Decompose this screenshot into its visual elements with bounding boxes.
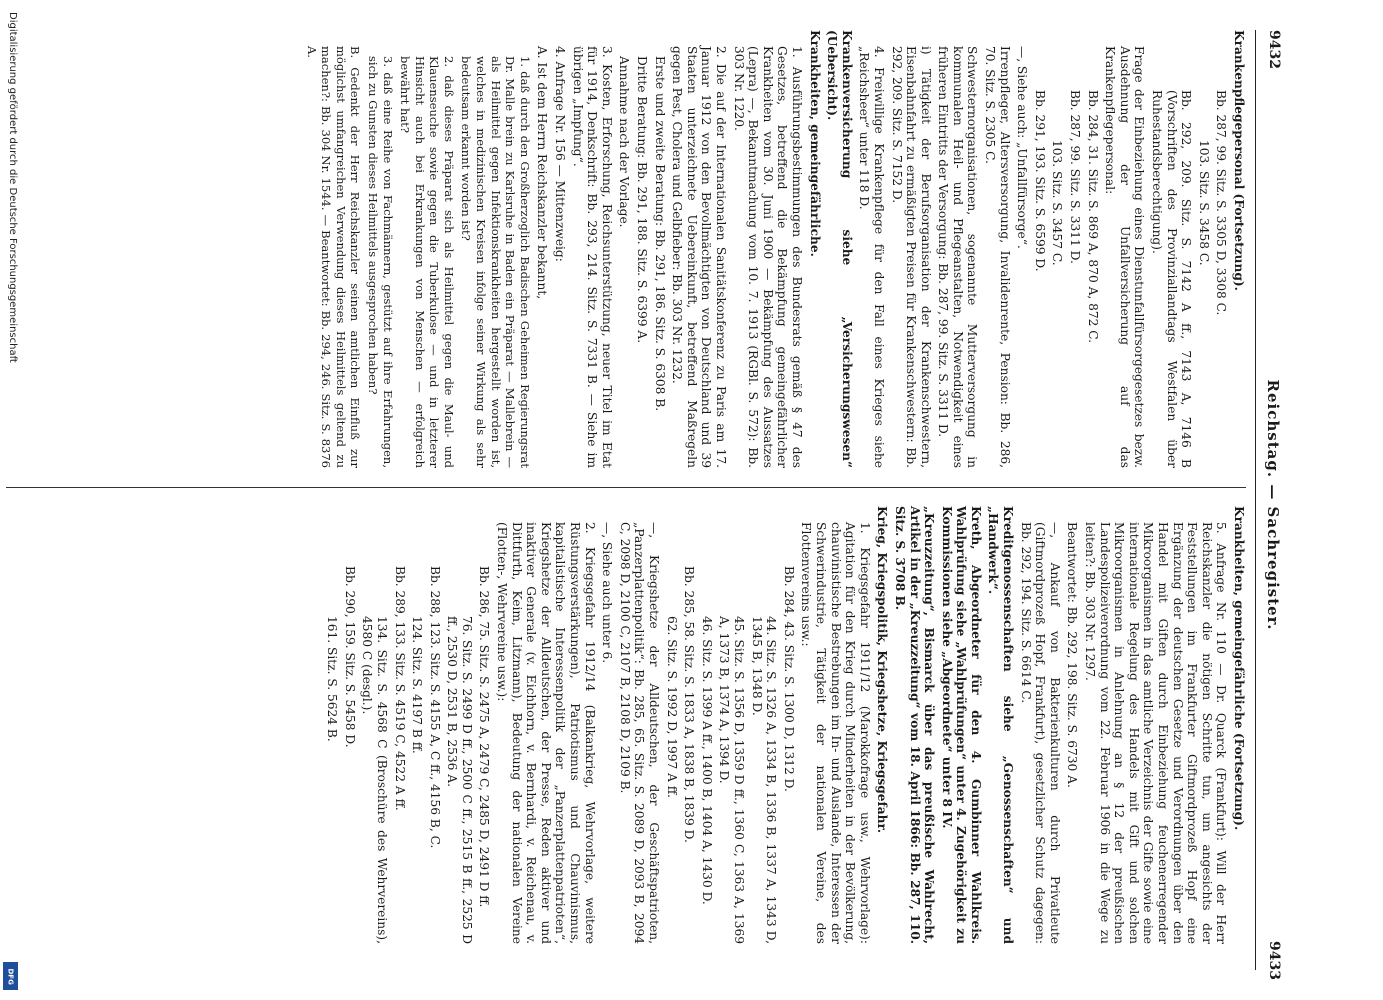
entry: —, Siehe auch: „Unfallfürsorge“. (1015, 46, 1030, 249)
entry-heading: Krankheiten, gemeingefährliche. (807, 30, 822, 257)
entry: 103. Sitz. S. 3457 C. (1050, 140, 1065, 266)
entry: Beantwortet: Bb. 292, 198. Sitz. S. 6730 A. (1065, 522, 1080, 788)
entry: Dritte Beratung: Bb. 291, 188. Sitz. S. 6399 A. (635, 56, 650, 344)
entry-heading: Krieg, Kriegspolitik, Kriegshetze, Kriegsgefahr. (875, 506, 890, 834)
entry: Bb. 291, 193. Sitz. S. 6599 D. (1032, 90, 1047, 272)
entry: B. Gedenkt der Herr Reichskanzler seinen amtlichen Einfluß zur möglichst umfangreichen Verwendung dieses Heilmittels geltend zu machen?: Bb. 304 Nr. 1544. — Beantwortet: Bb. 294, 246. Sitz. S. 8376 A. (304, 46, 363, 468)
entry: 45. Sitz. S. 1356 D, 1359 D ff., 1360 C, 1363 A, 1369 A, 1373 B, 1374 A, 1394 D. (717, 616, 746, 944)
dfg-logo-text: DFG (6, 968, 15, 985)
entry: 1. daß durch den Großherzoglich Badischen Geheimen Regierungsrat Dr. Malle brein zu Karlsruhe in Baden ein Präparat — Mallebrein — als Heilmittel gegen Infektionskrankheiten hergestellt worden ist, welches in medizinischen Kreisen infolge seiner Wirkung als sehr bedeutsam erkannt worden ist? (459, 56, 532, 468)
entry-heading: Krankheiten, gemeingefährliche (Fortsetzung). (1232, 506, 1246, 831)
entry: Erste und zweite Beratung: Bb. 291, 186. Sitz. S. 6308 B. (652, 56, 667, 412)
entry: 46. Sitz. S. 1399 A ff., 1400 B, 1404 A, 1430 D. (699, 616, 714, 905)
page-number-left: 9432 (1266, 30, 1282, 69)
entry: 3. daß eine Reihe von Fachmännern, gestützt auf ihre Erfahrungen, sich zu Gunsten dieses Heilmittels ausgesprochen haben? (365, 56, 395, 468)
entry: —, Ankauf von Bakterienkulturen durch Privatleute (Giftmordprozeß Hopf, Frankfurt), gesetzlicher Schutz dagegen: Bb. 292, 194. Sitz. S. 6614 C. (1018, 522, 1062, 944)
dfg-logo (3, 962, 18, 990)
entry: 134. Sitz. S. 4568 C (Broschüre des Wehrvereins), 4580 C (desgl.). (360, 616, 389, 944)
entry: 2. Die auf der Internationalen Sanitätskonferenz zu Paris am 17. Januar 1912 von den Bevollmächtigten von Deutschland und 39 Staaten unterzeichnete Uebereinkunft, betreffend Maßregeln gegen Pest, Cholera und Gelbfieber: Bb. 303 Nr. 1232. (670, 46, 728, 468)
digitization-sidebar (0, 0, 22, 1000)
entry: Frage der Einbeziehung eines Dienstunfallfürsorgegesetzes bezw. Ausdehnung der Unfallversicherung auf das Krankenpflegepersonal: (1103, 46, 1147, 468)
entry: 4. Anfrage Nr. 156 — Mittenzweig: (553, 46, 568, 262)
entry: Bb. 284, 43. Sitz. S. 1300 D, 1312 D. (781, 566, 796, 792)
page-header (1250, 30, 1290, 980)
entry: 103. Sitz. S. 3458 C. (1196, 140, 1211, 266)
page-number-right: 9433 (1266, 941, 1282, 980)
entry: 62. Sitz. S. 1992 D, 1997 A ff. (664, 616, 679, 798)
entry: Schwesternorganisationen, sogenannte Mutterversorgung in kommunalen Heil- und Pflegeanstalten, Notwendigkeit eines früheren Eintritts der Versorgung: Bb. 287, 99. Sitz. S. 3311 D. (936, 46, 980, 468)
entry: Bb. 289, 133. Sitz. S. 4519 C, 4522 A ff. (392, 566, 407, 811)
entry: Irrenpfleger, Altersversorgung, Invalidenrente, Pension: Bb. 286, 70. Sitz. S. 2305 C. (983, 46, 1012, 468)
entry: Bb. 287, 99. Sitz. S. 3305 D, 3308 C. (1214, 90, 1229, 316)
running-title: Reichstag. — Sachregister. (1264, 379, 1282, 631)
entry: 44. Sitz. S. 1326 A, 1334 B, 1336 B, 1337 A, 1343 D, 1345 B, 1348 D. (749, 616, 779, 944)
entry: 2. daß dieses Präparat sich als Heilmittel gegen die Maul- und Klauenseuche sowie gegen die Tuberkulose — und in letzterer Hinsicht auch bei Erkrankungen von Menschen — erfolgreich bewährt hat? (398, 56, 456, 468)
entry: 161. Sitz. S. 5624 B. (325, 616, 340, 742)
entry: —, Siehe auch unter 6. (600, 522, 615, 664)
entry: 1. Ausführungsbestimmungen des Bundesrats gemäß § 47 des Gesetzes, betreffend die Bekämpfung gemeingefährlicher Krankheiten vom 30. Juni 1900 — Bekämpfung des Aussatzes (Lepra) —, Bekanntmachung vom 10. 7. 1913 (RGBl. S. 572): Bb. 303 Nr. 1220. (731, 46, 804, 468)
entry: Bb. 292, 209. Sitz. S. 7142 A ff., 7143 A, 7146 B (Vorschriften des Provinziallandtags Westfalen über Ruhestandsberechtigung). (1150, 90, 1194, 468)
entry: Bb. 285, 58. Sitz. S. 1833 A, 1838 B, 1839 D. (682, 566, 697, 843)
dfg-credit: Digitalisierung gefördert durch die Deutsche Forschungsgemeinschaft (7, 12, 18, 363)
entry: Bb. 286, 75. Sitz. S. 2475 A, 2479 C, 2485 D, 2491 D ff. (477, 566, 492, 908)
header-rule (1255, 30, 1256, 970)
entry: Bb. 287, 99. Sitz. S. 3311 D. (1068, 90, 1083, 264)
entry: 76. Sitz. S. 2499 D ff., 2500 C ff., 2515 B ff., 2525 D ff., 2530 D, 2531 B, 2536 A. (445, 616, 474, 944)
entry: Bb. 290, 159. Sitz. S. 5458 D. (342, 566, 357, 748)
entry: —, Kriegshetze der Alldeutschen, der Geschäftspatrioten, „Panzerplattenpolitik“: Bb. 285, 65. Sitz. S. 2089 D, 2093 B, 2094 C, 2098 D, 2100 C, 2107 B, 2108 D, 2109 B. (617, 522, 662, 944)
entry: Annahme nach der Vorlage. (617, 56, 632, 228)
entry: 5. Anfrage Nr. 110 — Dr. Quarck (Frankfurt): Will der Herr Reichskanzler die nötigen Schritte tun, um angesichts der Feststellungen im Frankfurter Giftmordprozeß Hopf eine Ergänzung der deutschen Gesetze und Verordnungen über den Handel mit Giften durch Einbeziehung feuchenerregender Mikroorganismen in das amtliche Verzeichnis der Gifte sowie eine internationale Regelung des Handels mit Gift und solchen Mikroorganismen in Anlehnung an § 12 der preußischen Landespolizeiverordnung vom 22. Februar 1906 in die Wege zu leiten?: Bb. 303 Nr. 1297. (1083, 522, 1229, 944)
entry: 4. Freiwillige Krankenpflege für den Fall eines Krieges siehe „Reichsheer“ unter 118 D. (857, 46, 886, 468)
column-divider (6, 487, 1246, 488)
entry: Bb. 288, 123. Sitz. S. 4155 A, C ff., 4156 B, C. (427, 566, 442, 849)
left-column (301, 30, 1246, 468)
entry: 124. Sitz. S. 4197 B ff. (410, 616, 425, 754)
entry: A. Ist dem Herrn Reichskanzler bekannt, (535, 46, 550, 300)
entry-heading: „Kreuzzeitung“, Bismarck über das preußische Wahlrecht, Artikel in der „Kreuzzeitung“ vom 18. April 1866: Bb. 287, 110. Sitz. S. 3708 B. (892, 506, 937, 944)
entry: i) Tätigkeit der Berufsorganisation der Krankenschwestern, Eisenbahnfahrt zu ermäßigten Preisen für Krankenschwestern: Bb. 292, 209. Sitz. S. 7152 D. (889, 46, 933, 468)
entry-heading: Kreditgenossenschaften siehe „Genossenschaften“ und „Handwerk“. (986, 506, 1016, 944)
entry-heading: Krankenpflegepersonal (Fortsetzung). (1232, 30, 1246, 291)
entry-heading: Krankenversicherung siehe „Versicherungswesen“ (Uebersicht). (825, 30, 854, 468)
right-column (322, 506, 1246, 944)
entry-heading: Kreth, Abgeordneter für den 4. Gumbinner Wahlkreis. Wahlprüfung siehe „Wahlprüfungen“ unter 4. Zugehörigkeit zu Kommissionen siehe „Abgeordnete“ unter 8 IV. (939, 506, 983, 944)
entry: 3. Kosten, Erforschung, Reichsunterstützung, neuer Titel im Etat für 1914, Denkschrift: Bb. 293, 214. Sitz. S. 7331 B. — Siehe im übrigen „Impfung“. (570, 46, 614, 468)
entry: Bb. 284, 31. Sitz. S. 869 A, 870 A, 872 C. (1085, 90, 1100, 344)
entry: 2. Kriegsgefahr 1912/14 (Balkankrieg, Wehrvorlage, weitere Rüstungsverstärkungen), Patriotismus und Chauvinismus, kapitalistische Interessenpolitik der „Panzerplattenpatrioten“, Kriegshetze der Alldeutschen, der Presse, Reden aktiver und inaktiver Generale (v. Eichhorn, v. Bernhardi, v. Reichenau, v. Dittfurth, Keim, Litzmann), Bedeutung der nationalen Vereine (Flotten-, Wehrvereine usw.): (495, 522, 597, 944)
entry: 1. Kriegsgefahr 1911/12 (Marokkofrage usw., Wehrvorlage): Agitation für den Krieg durch Minderheiten in der Bevölkerung, chauvinistische Bestrebungen im In- und Auslande, Interessen der Schwerindustrie, Tätigkeit der nationalen Vereine, des Flottenvereins usw.: (799, 522, 872, 944)
